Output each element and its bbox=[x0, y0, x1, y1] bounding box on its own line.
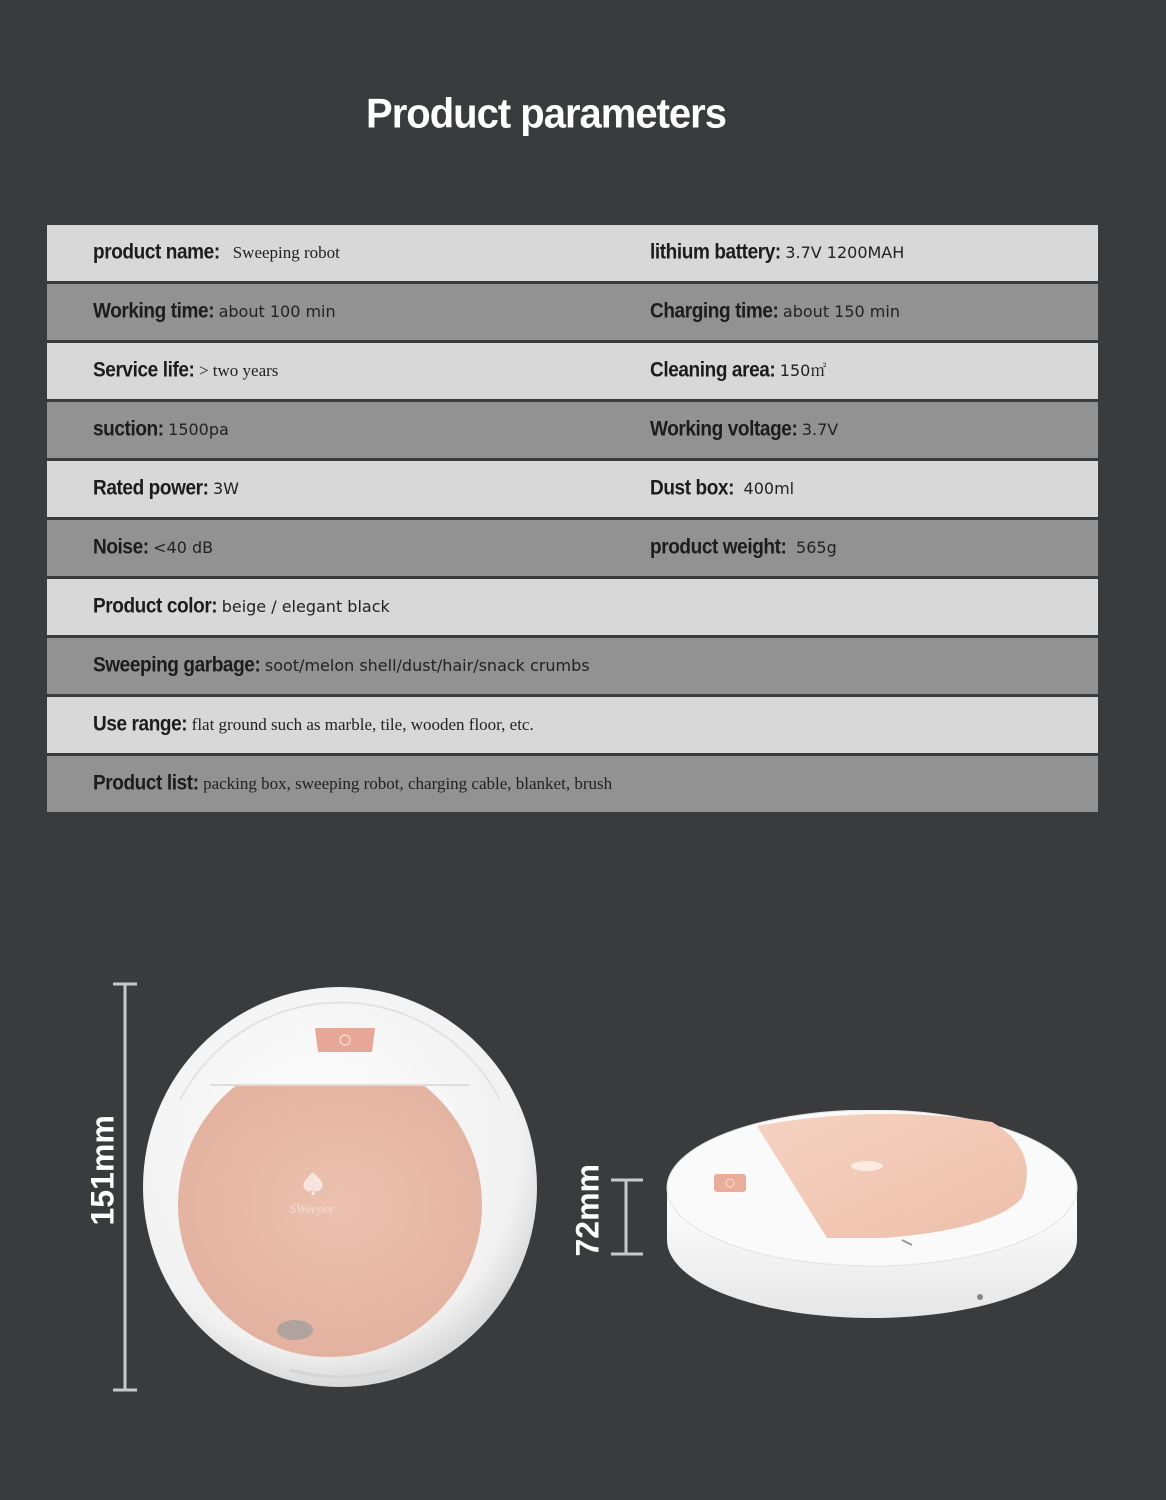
parameter-key: Working time: bbox=[93, 299, 215, 324]
parameter-cell-right bbox=[650, 461, 794, 517]
diameter-label: 151mm bbox=[84, 1115, 121, 1226]
parameter-value: 400ml bbox=[738, 479, 795, 498]
parameter-cell-right bbox=[650, 520, 837, 576]
parameter-cell-left bbox=[93, 579, 390, 635]
parameter-cell-left bbox=[93, 520, 213, 576]
robot-top-view bbox=[140, 980, 550, 1395]
parameter-cell-right bbox=[650, 225, 904, 281]
parameter-row bbox=[47, 461, 1098, 517]
parameter-value: flat ground such as marble, tile, wooden floor, etc. bbox=[191, 715, 534, 734]
parameter-key: Service life: bbox=[93, 358, 195, 383]
parameter-key: product weight: bbox=[650, 535, 787, 560]
parameter-key: product name: bbox=[93, 240, 220, 265]
parameter-key: Charging time: bbox=[650, 299, 779, 324]
parameter-cell-left bbox=[93, 461, 239, 517]
parameter-row bbox=[47, 343, 1098, 399]
parameter-key: Product color: bbox=[93, 594, 218, 619]
parameter-cell-left bbox=[93, 638, 590, 694]
parameter-row bbox=[47, 402, 1098, 458]
parameter-row bbox=[47, 756, 1098, 812]
parameter-key: Working voltage: bbox=[650, 417, 798, 442]
parameter-value: 1500pa bbox=[168, 420, 229, 439]
parameter-cell-left bbox=[93, 756, 612, 812]
parameter-value: about 100 min bbox=[218, 302, 336, 321]
product-images bbox=[0, 960, 1166, 1500]
height-label: 72mm bbox=[569, 1164, 606, 1257]
parameter-value: > two years bbox=[198, 361, 279, 380]
parameter-value: packing box, sweeping robot, charging cable, blanket, brush bbox=[203, 774, 613, 793]
parameter-table bbox=[47, 225, 1098, 815]
parameter-row bbox=[47, 697, 1098, 753]
parameter-key: Dust box: bbox=[650, 476, 735, 501]
parameter-cell-left bbox=[93, 697, 534, 753]
parameter-key: Cleaning area: bbox=[650, 358, 776, 383]
parameter-cell-right bbox=[650, 343, 826, 399]
height-dimension-line bbox=[608, 1178, 648, 1258]
power-button bbox=[714, 1174, 746, 1192]
parameter-cell-left bbox=[93, 284, 336, 340]
parameter-row bbox=[47, 638, 1098, 694]
parameter-cell-left bbox=[93, 343, 278, 399]
logo-text: SWeeper bbox=[289, 1201, 335, 1216]
parameter-value: Sweeping robot bbox=[224, 243, 340, 262]
parameter-key: Sweeping garbage: bbox=[93, 653, 261, 678]
parameter-value: beige / elegant black bbox=[221, 597, 390, 616]
page-title: Product parameters bbox=[366, 90, 726, 138]
parameter-value: 3W bbox=[213, 479, 239, 498]
parameter-key: Noise: bbox=[93, 535, 149, 560]
parameter-cell-right bbox=[650, 402, 838, 458]
parameter-row bbox=[47, 284, 1098, 340]
parameter-value: 3.7V bbox=[801, 420, 839, 439]
parameter-key: suction: bbox=[93, 417, 164, 442]
parameter-cell-right bbox=[650, 284, 900, 340]
power-button bbox=[315, 1028, 375, 1052]
parameter-value: 565g bbox=[790, 538, 837, 557]
parameter-cell-left bbox=[93, 225, 340, 281]
parameter-value: 150㎡ bbox=[779, 361, 827, 380]
parameter-row bbox=[47, 520, 1098, 576]
parameter-value: soot/melon shell/dust/hair/snack crumbs bbox=[264, 656, 590, 675]
parameter-key: Rated power: bbox=[93, 476, 209, 501]
parameter-value: about 150 min bbox=[782, 302, 900, 321]
parameter-key: Use range: bbox=[93, 712, 188, 737]
parameter-row bbox=[47, 225, 1098, 281]
parameter-value: 3.7V 1200MAH bbox=[785, 243, 905, 262]
parameter-row bbox=[47, 579, 1098, 635]
robot-side-view bbox=[662, 1110, 1082, 1325]
parameter-key: lithium battery: bbox=[650, 240, 781, 265]
parameter-cell-left bbox=[93, 402, 229, 458]
parameter-key: Product list: bbox=[93, 771, 199, 796]
parameter-value: <40 dB bbox=[153, 538, 214, 557]
